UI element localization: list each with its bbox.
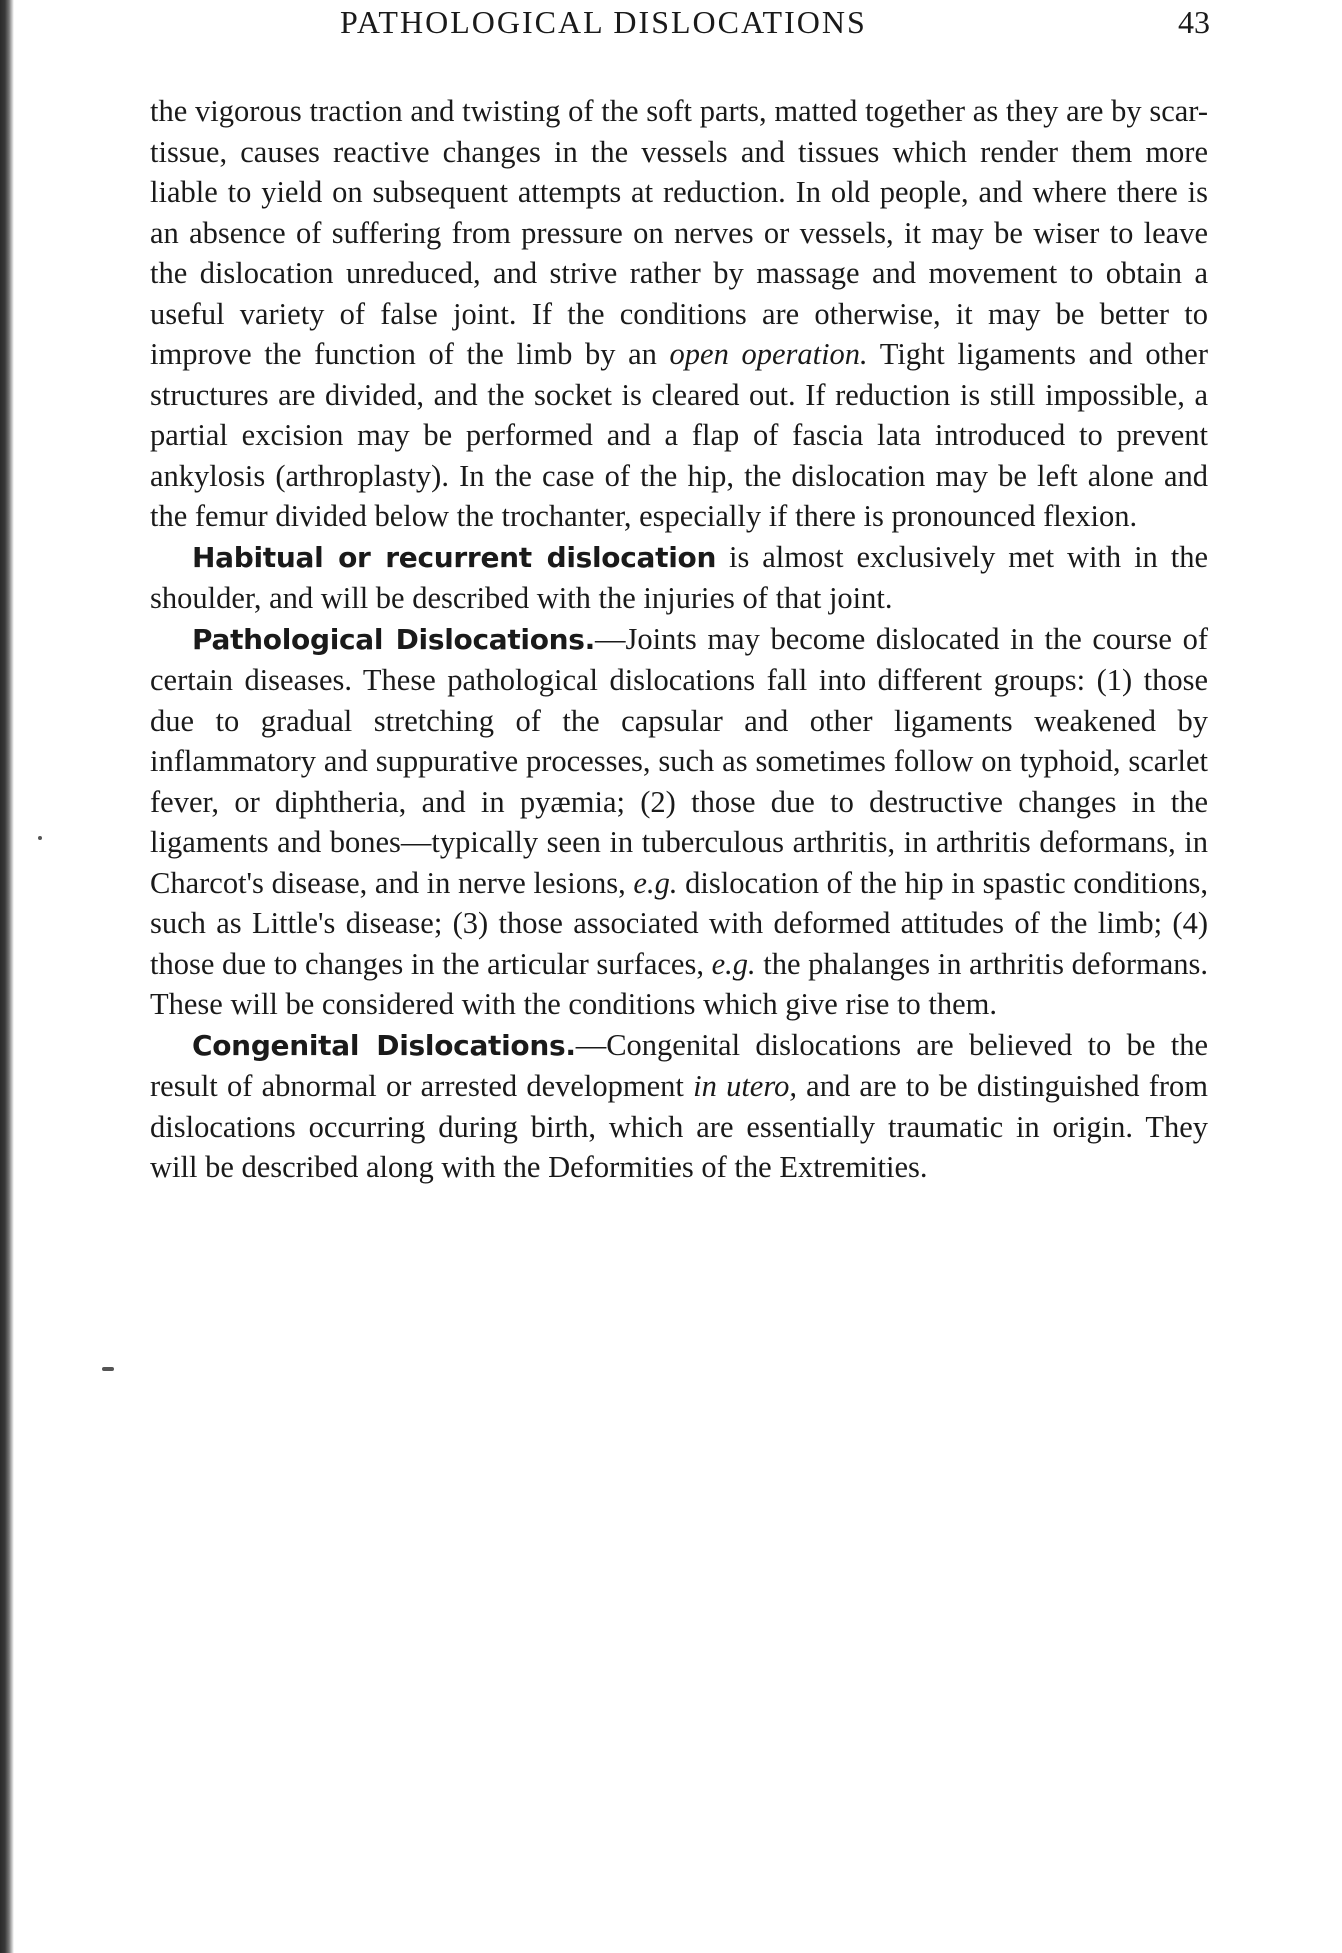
paragraph-text: the phalanges in arthritis deformans. These will be considered with the conditions which give rise to them. (150, 946, 1208, 1021)
running-head (150, 2, 1210, 42)
paragraph-text: the vigorous traction and twisting of the soft parts, matted together as they are by scar-tissue, causes reactive changes in the vessels and tissues which render them more liable to yield on subsequent attempts at reduction. In old people, and where there is an absence of suffering from pressure on nerves or vessels, it may be wiser to leave the dislocation unreduced, and strive rather by massage and movement to obtain a useful variety of false joint. If the conditions are otherwise, it may be better to improve the function of the limb by an (150, 94, 1208, 371)
margin-speck-small (38, 836, 42, 840)
paragraph-text: and are to be distinguished from dislocations occurring during birth, which are essentially traumatic in origin. They will be described along with the Deformities of the Extremities. (150, 1069, 1208, 1184)
margin-speck (102, 1367, 114, 1371)
running-title: PATHOLOGICAL DISLOCATIONS (340, 4, 867, 40)
heading-pathological-dislocations: Pathological Dislocations. (192, 622, 596, 656)
heading-habitual-dislocation: Habitual or recurrent dislocation (192, 540, 717, 574)
italic-abbrev-eg: e.g. (711, 946, 756, 981)
italic-term-open-operation: open operation. (669, 337, 868, 371)
paragraph-text: Tight ligaments and other structures are divided, and the socket is cleared out. If reduction is still impossible, a partial excision may be performed and a flap of fascia lata introduced to prevent ankylosis (arthroplasty). In the case of the hip, the dislocation may be left alone and the femur divided below the trochanter, especially if there is pronounced flexion. (150, 337, 1208, 533)
paragraph-habitual-dislocation (150, 537, 1208, 619)
page-number: 43 (1178, 4, 1210, 40)
paragraph-text: —Congenital dislocations are believed to be the result of abnormal or arrested development (150, 1027, 1208, 1103)
heading-congenital-dislocations: Congenital Dislocations. (192, 1028, 576, 1062)
paragraph-text: —Joints may become dislocated in the course of certain diseases. These pathological dislocations fall into different groups: (1) those due to gradual stretching of the capsular and other ligaments weakened by inflammatory and suppurative processes, such as sometimes follow on typhoid, scarlet fever, or diphtheria, and in pyæmia; (2) those due to destructive changes in the ligaments and bones—typically seen in tuberculous arthritis, in arthritis deformans, in Charcot's disease, and in nerve lesions, (150, 621, 1208, 900)
paragraph-congenital-dislocations (150, 1025, 1208, 1188)
paragraph-text: is almost exclusively met with in the shoulder, and will be described with the injuries of that joint. (150, 539, 1208, 615)
body-text (150, 91, 1208, 1188)
italic-term-in-utero: in utero, (693, 1069, 797, 1103)
italic-abbrev-eg: e.g. (633, 865, 678, 900)
paragraph-pathological-dislocations (150, 619, 1208, 1025)
paragraph-text: dislocation of the hip in spastic conditions, such as Little's disease; (3) those associated with deformed attitudes of the limb; (4) those due to changes in the articular surfaces, (150, 865, 1208, 981)
page-binding-edge (0, 0, 14, 1953)
paragraph-open-operation (150, 91, 1208, 537)
